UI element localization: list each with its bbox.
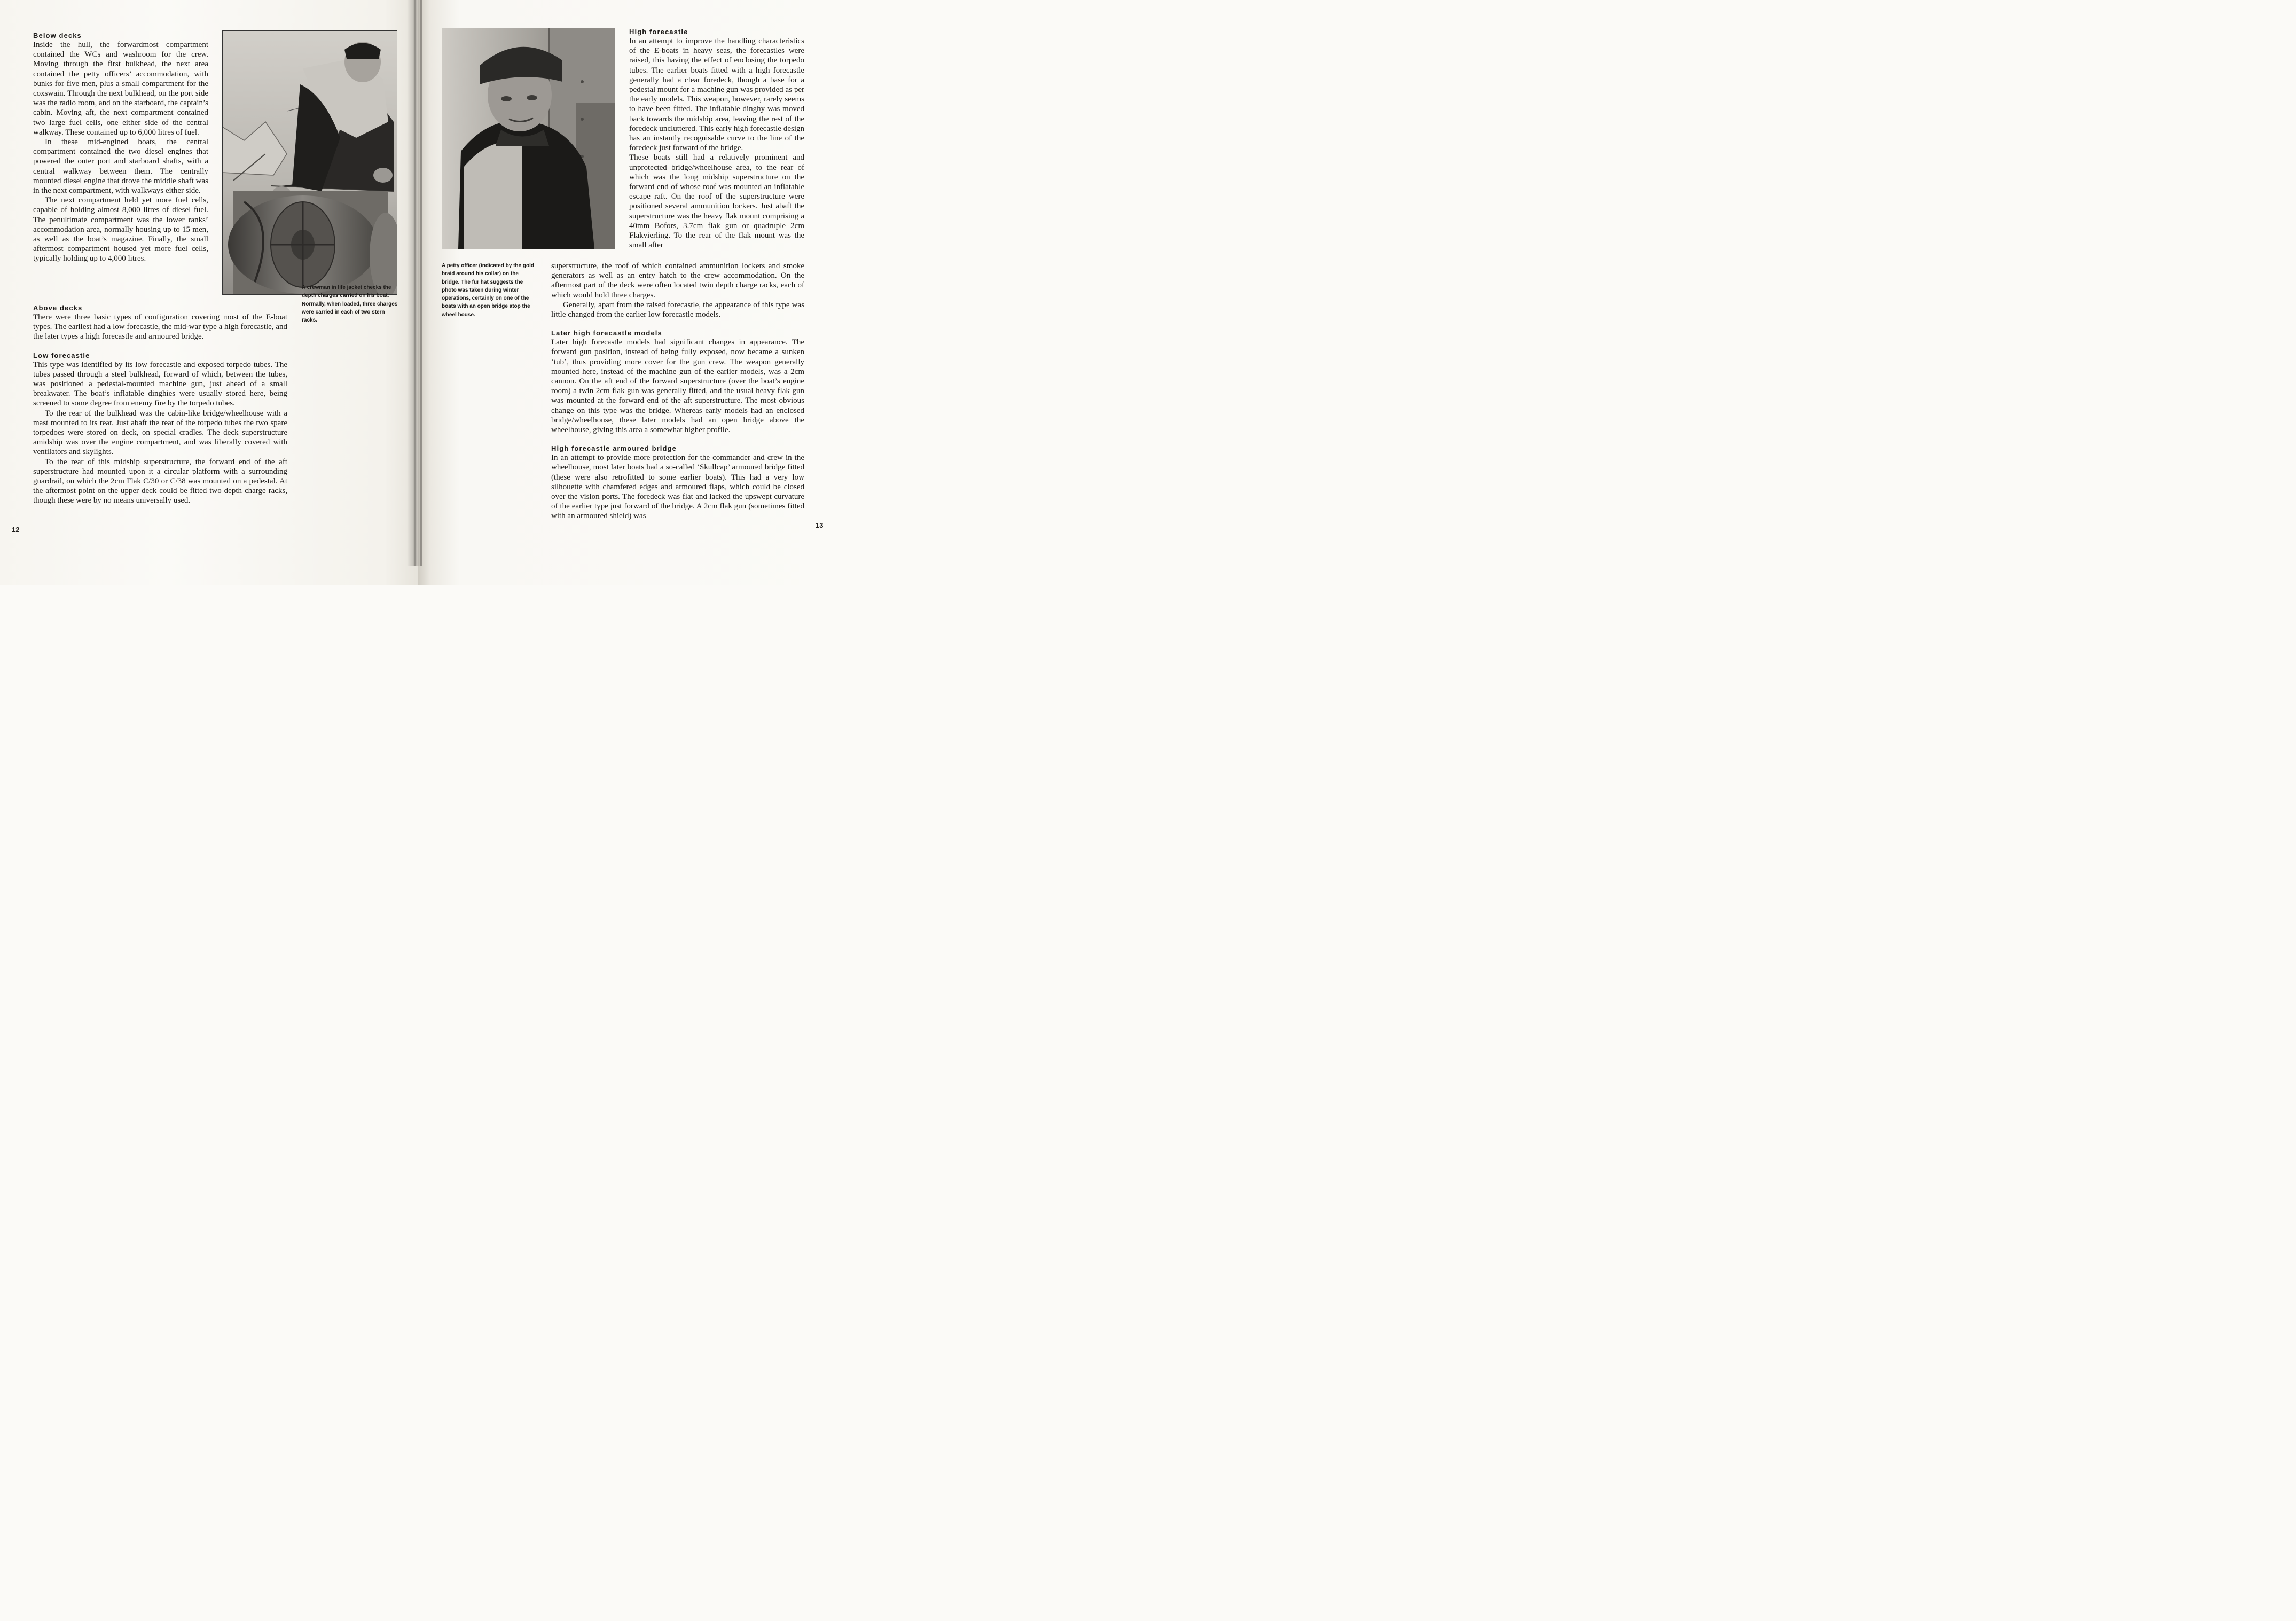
paragraph: To the rear of the bulkhead was the cabin-like bridge/wheelhouse with a mast mounted to its rear. Just abaft the rear of the torpedo tubes the two spare torpedoes were stored on deck, on special cradles. The deck superstructure amidship was over the engine compartment, and was liberally covered with ventilators and skylights. [33,409,287,457]
right-page [418,0,837,585]
paragraph: The next compartment held yet more fuel cells, capable of holding almost 8,000 litres of diesel fuel. The penultimate compartment was the lower ranks’ accommodation area, normally housing up to 15 men, as well as the boat’s magazine. Finally, the small aftermost compartment housed yet more fuel cells, typically holding up to 4,000 litres. [33,196,208,263]
paragraph: superstructure, the roof of which contained ammunition lockers and smoke generators as well as an entry hatch to the crew accommodation. On the aftermost part of the deck were often located twin depth charge racks, each of which would hold three charges. [551,262,804,300]
heading-high-forecastle: High forecastle [629,28,688,36]
photo-crewman-depth-charges [222,30,397,295]
paragraph: Generally, apart from the raised forecastle, the appearance of this type was little changed from the earlier low forecastle models. [551,300,804,319]
paragraph: To the rear of this midship superstructure, the forward end of the aft superstructure had mounted upon it a circular platform with a surrounding guardrail, on which the 2cm Flak C/30 or C/38 was mounted on a pedestal. At the aftermost point on the upper deck could be fitted two depth charge racks, though these were by no means universally used. [33,457,287,505]
paragraph: In an attempt to improve the handling characteristics of the E-boats in heavy seas, the forecastles were raised, this having the effect of enclosing the torpedo tubes. The earlier boats fitted with a high forecastle generally had a clear foredeck, though a base for a pedestal mount for a machine gun was provided as per the early models. This weapon, however, rarely seems to have been fitted. The inflatable dinghy was moved back towards the midship area, leaving the rest of the foredeck uncluttered. This early high forecastle design has an instantly recognisable curve to the line of the foredeck just forward of the bridge. [629,37,804,153]
page-number-left: 12 [12,526,20,534]
paragraph: These boats still had a relatively prominent and unprotected bridge/wheelhouse area, to the rear of which was the long midship superstructure on the forward end of whose roof was mounted an inflatable escape raft. On the roof of the superstructure were positioned several ammunition lockers. Just abaft the superstructure was the heavy flak mount comprising a 40mm Bofors, 3.7cm flak gun or quadruple 2cm Flakvierling. To the rear of the flak mount was the small after [629,153,804,250]
binding-edge [420,0,422,566]
book-spread [0,0,837,585]
left-column-bottom [33,304,287,506]
paragraph: Inside the hull, the forwardmost compartment contained the WCs and washroom for the crew. Moving through the first bulkhead, the next area contained the petty officers’ accommodation, with bunks for five men, plus a small compartment for the coxswain. Through the next bulkhead, on the port side was the radio room, and on the starboard, the captain’s cabin. Moving aft, the next compartment contained two large fuel cells, one either side of the central walkway. These contained up to 6,000 litres of fuel. [33,41,208,137]
photo-caption-right: A petty officer (indicated by the gold braid around his collar) on the bridge. The fur hat suggests the photo was taken during winter operations, certainly on one of the boats with an open bridge atop the wheel house. [442,263,534,318]
paragraph: There were three basic types of configuration covering most of the E-boat types. The earliest had a low forecastle, the mid-war type a high forecastle, and the later types a high forecastle and armoured bridge. [33,313,287,341]
heading-above-decks: Above decks [33,304,83,312]
right-column-wide [551,261,804,521]
photo-petty-officer [442,28,615,249]
heading-below-decks: Below decks [33,32,82,40]
heading-later-high-forecastle-models: Later high forecastle models [551,329,662,338]
heading-high-forecastle-armoured-bridge: High forecastle armoured bridge [551,444,677,453]
high-forecastle-narrow [629,28,804,250]
paragraph: In an attempt to provide more protection for the commander and crew in the wheelhouse, most later boats had a so-called ‘Skullcap’ armoured bridge fitted (these were also retrofitted to some earlier boats). This had a very low silhouette with chamfered edges and armoured flaps, which could be closed over the vision ports. The foredeck was flat and lacked the upswept curvature of the earlier type just forward of the bridge. A 2cm flak gun (sometimes fitted with an armoured shield) was [551,453,804,521]
left-column-top [33,32,208,264]
photo-illustration [223,31,397,294]
paragraph: This type was identified by its low forecastle and exposed torpedo tubes. The tubes passed through a steel bulkhead, forward of which, between the tubes, was positioned a pedestal-mounted machine gun, just ahead of a small breakwater. The boat’s inflatable dinghies were usually stored here, being screened to some degree from enemy fire by the torpedo tubes. [33,360,287,408]
photo-illustration [442,28,615,249]
page-number-right: 13 [816,521,824,529]
paragraph: Later high forecastle models had significant changes in appearance. The forward gun position, instead of being fully exposed, now became a sunken ‘tub’, thus providing more cover for the gun crew. The weapon generally mounted here, instead of the machine gun of the earlier models, was a 2cm cannon. On the aft end of the forward superstructure (over the boat’s engine room) a twin 2cm flak gun was generally fitted, and the usual heavy flak gun was mounted at the forward end of the aft superstructure. The most obvious change on this type was the bridge. Whereas early models had an enclosed bridge/wheelhouse, these later models had an open bridge above the wheelhouse, giving this area a somewhat higher profile. [551,338,804,435]
paragraph: In these mid-engined boats, the central compartment contained the two diesel engines that powered the outer port and starboard shafts, with a central walkway between them. The centrally mounted diesel engine that drove the middle shaft was in the next compartment, with walkways either side. [33,138,208,195]
photo-caption-left: A crewman in life jacket checks the depth charges carried on his boat. Normally, when loaded, three charges were carried in each of two stern racks. [302,285,398,324]
left-page [0,0,418,585]
heading-low-forecastle: Low forecastle [33,351,90,359]
